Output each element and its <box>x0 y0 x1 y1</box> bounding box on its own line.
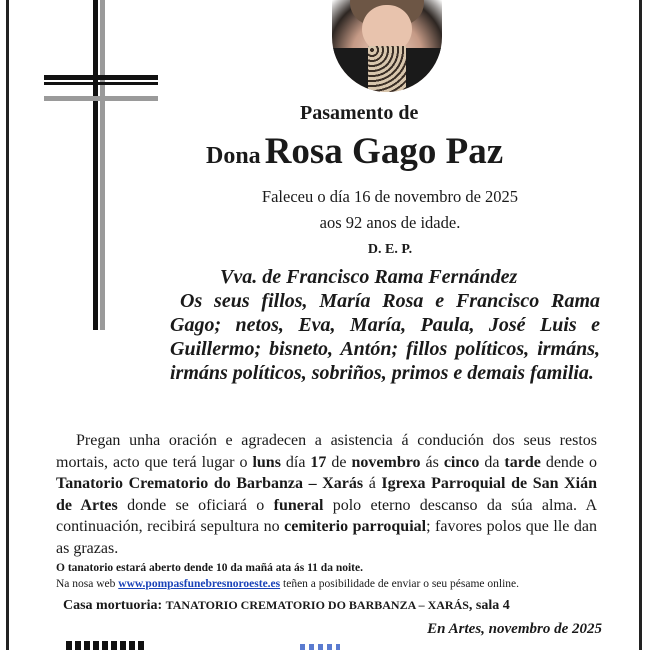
photo-coat-left <box>332 48 370 92</box>
ceremony-part: ; favores polos que lle dan as grazas. <box>56 518 597 557</box>
deceased-photo <box>332 0 442 92</box>
page-title: Pasamento de <box>300 102 419 124</box>
deceased-name-line <box>206 130 503 173</box>
ceremony-part: polo eterno descanso da súa alma. A continuación, recibirá sepultura no <box>56 496 598 536</box>
ceremony-part: donde se oficiará o <box>117 496 274 514</box>
death-age: aos 92 anos de idade. <box>319 213 461 232</box>
ceremony-text <box>56 430 597 560</box>
ceremony-cemetery: cemiterio parroquial <box>284 518 427 536</box>
photo-coat-right <box>404 48 442 92</box>
ceremony-part: día <box>280 453 311 471</box>
ceremony-day-num: 17 <box>310 453 327 471</box>
qr-code-icon <box>66 641 146 650</box>
death-date: Faleceu o día 16 de novembro de 2025 <box>261 187 519 206</box>
ceremony-part: Pregan unha oración e agradecen a asistencia á condución dos seus restos mortais, acto que terá lugar o <box>56 432 597 471</box>
cross-vertical-dark <box>93 0 98 330</box>
hours-note: O tanatorio estará aberto dende 10 da mañá ata ás 11 da noite. <box>56 562 363 574</box>
family-block <box>170 265 600 385</box>
family-text: Os seus fillos, María Rosa e Francisco Rama Gago; netos, Eva, María, Paula, José Luis e Guillermo; bisneto, Antón; fillos políticos, irmáns, irmáns políticos, sobriños, primos e demais familia. <box>170 290 600 384</box>
ceremony-day-name: luns <box>252 453 281 471</box>
ceremony-part: dende o <box>540 453 598 471</box>
deceased-name: Rosa Gago Paz <box>264 131 504 172</box>
widow-line: Vva. de Francisco Rama Fernández <box>220 266 518 288</box>
web-prefix: Na nosa web <box>56 578 119 590</box>
ceremony-tanatorio: Tanatorio Crematorio do Barbanza – Xarás <box>56 475 364 493</box>
casa-room: , sala 4 <box>468 598 510 613</box>
right-border <box>639 0 642 650</box>
left-border <box>6 0 9 650</box>
logo-icon <box>300 644 340 650</box>
ceremony-part: de <box>326 453 352 471</box>
ceremony-hour: cinco <box>443 453 480 471</box>
cross-vertical-grey <box>100 0 105 330</box>
ceremony-part: ás <box>420 453 444 471</box>
casa-place: TANATORIO CREMATORIO DO BARBANZA – XARÁS <box>165 598 469 612</box>
place-date: En Artes, novembro de 2025 <box>427 621 602 637</box>
ceremony-part: da <box>479 453 505 471</box>
cross-horizontal-dark-thin <box>44 82 158 85</box>
name-prefix: Dona <box>206 143 261 169</box>
cross-horizontal-dark <box>44 75 158 80</box>
ceremony-part: á <box>363 475 382 493</box>
ceremony-funeral: funeral <box>273 496 324 514</box>
photo-scarf <box>368 46 406 92</box>
casa-label: Casa mortuoria: <box>63 598 163 613</box>
web-note <box>56 578 519 590</box>
ceremony-period: tarde <box>504 453 541 471</box>
casa-mortuoria <box>63 598 510 614</box>
ceremony-church: Igrexa Parroquial de San Xián de Artes <box>56 475 597 514</box>
ceremony-month: novembro <box>351 453 421 471</box>
website-link[interactable]: www.pompasfunebresnoroeste.es <box>118 578 281 590</box>
cross-horizontal-grey <box>44 96 158 101</box>
web-suffix: teñen a posibilidade de enviar o seu pésame online. <box>280 578 520 590</box>
dep-label: D. E. P. <box>367 242 413 257</box>
